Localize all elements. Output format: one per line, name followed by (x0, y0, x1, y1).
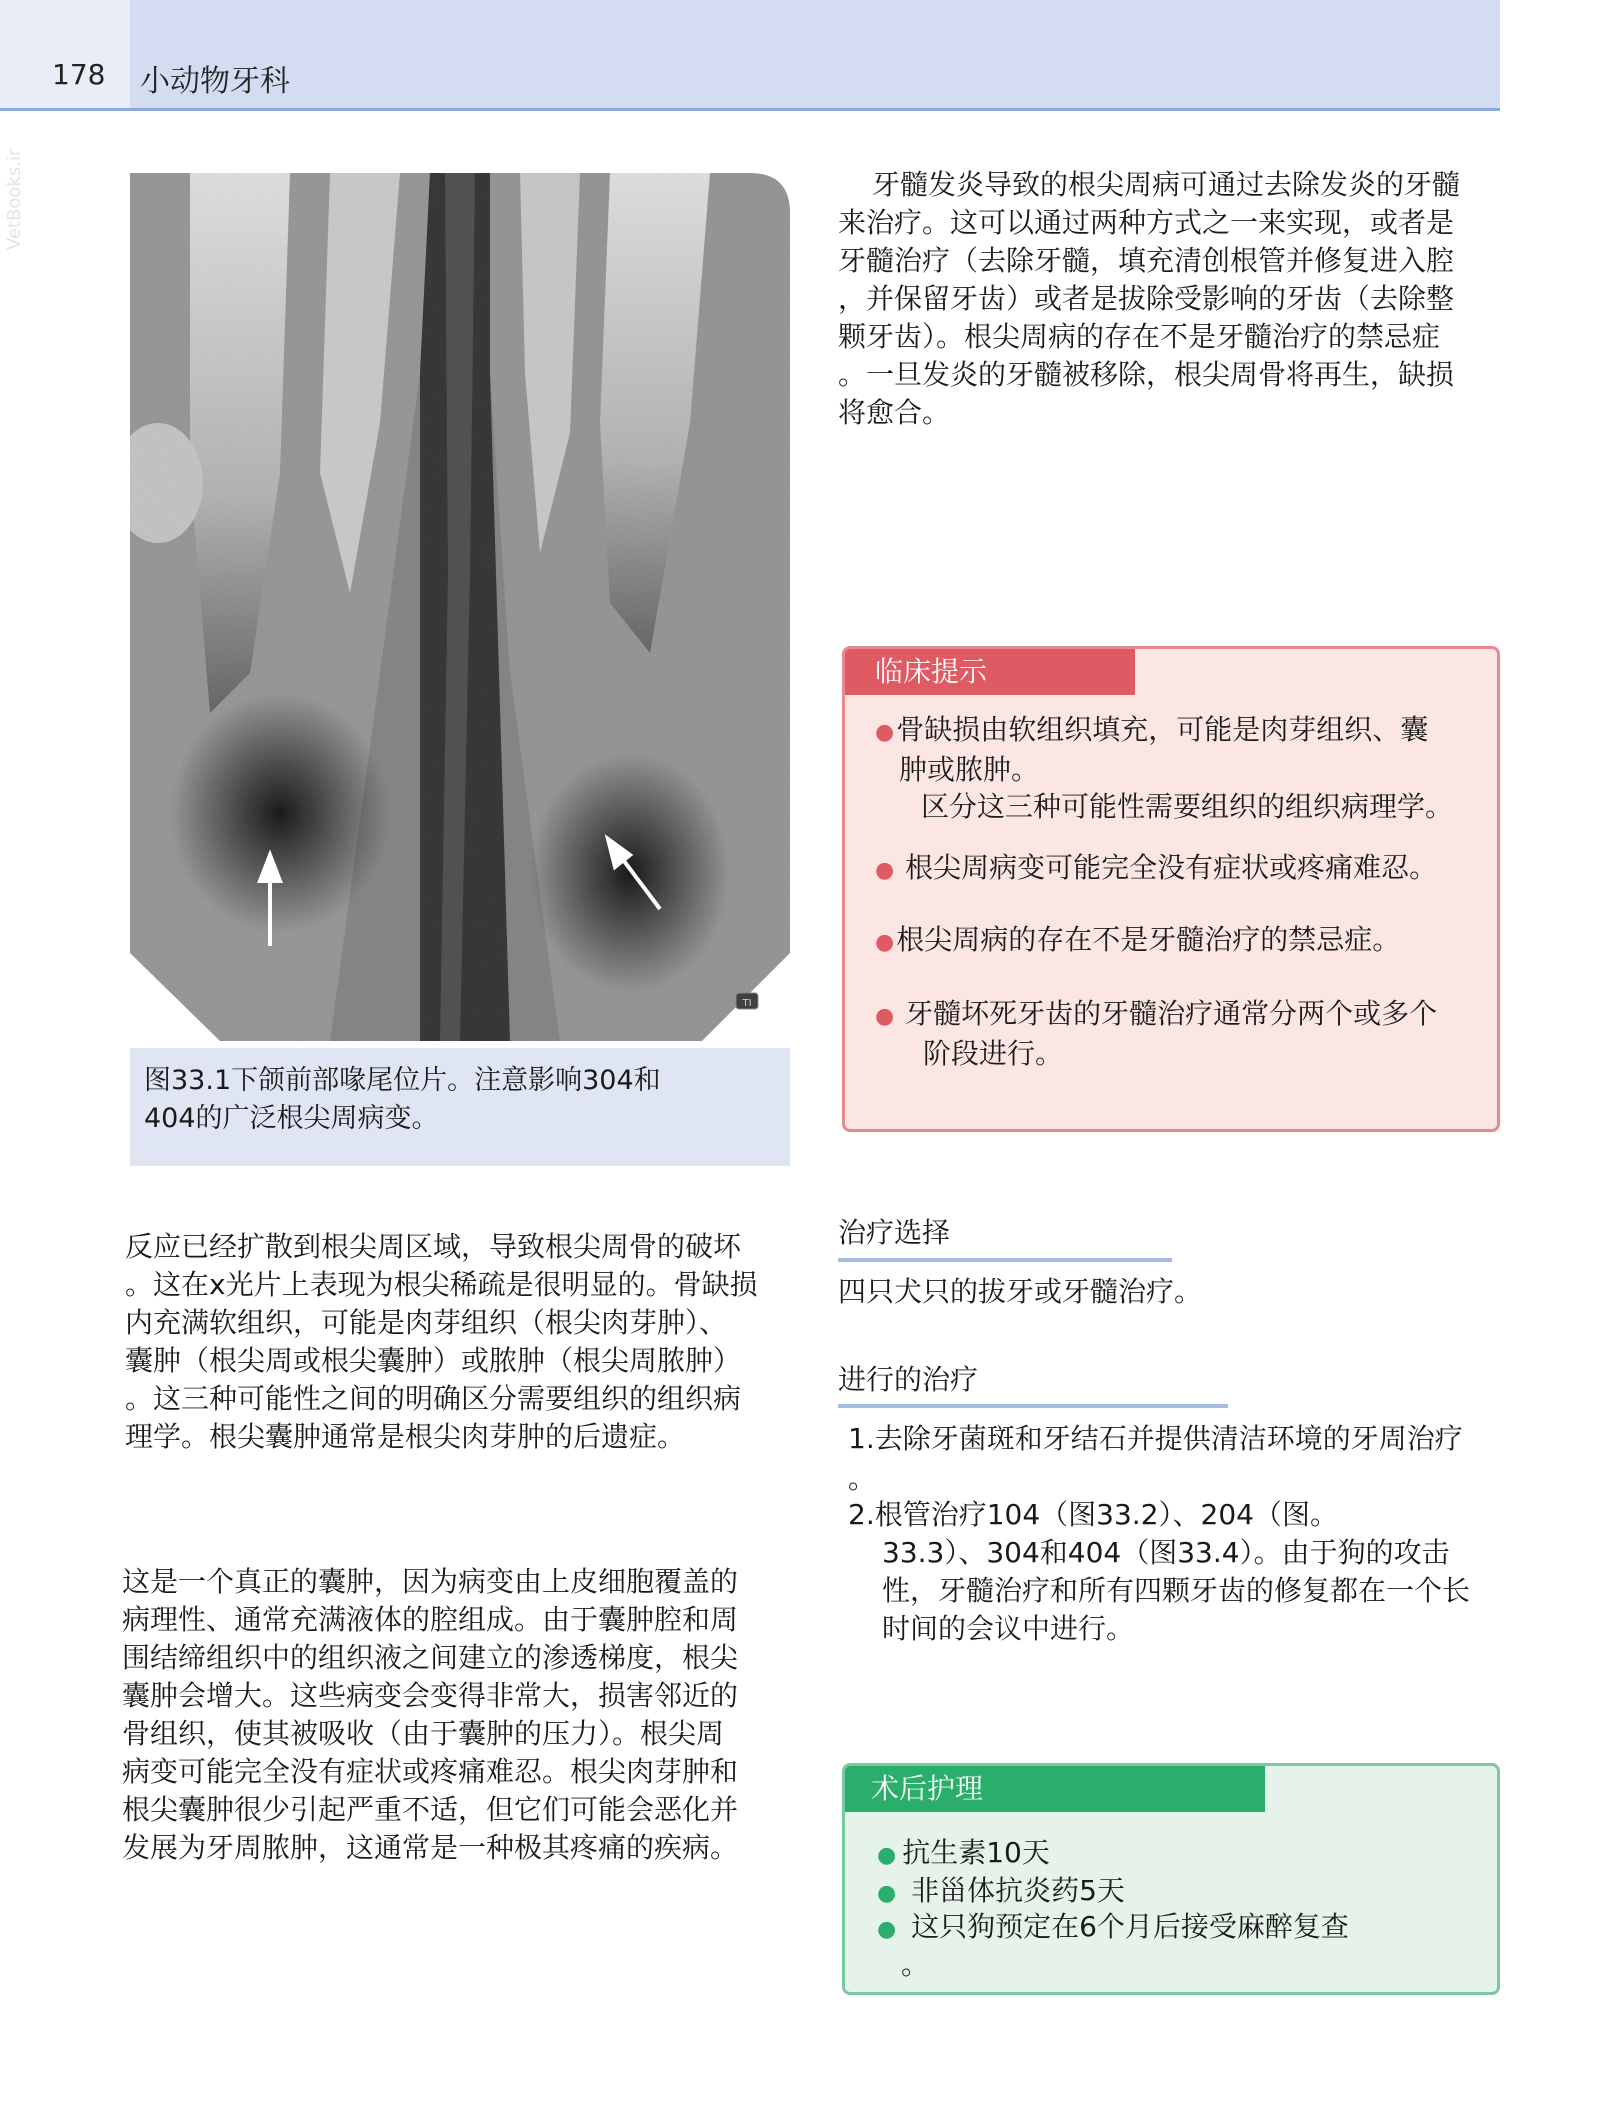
tip-item: ●根尖周病的存在不是牙髓治疗的禁忌症。 (875, 923, 1401, 956)
radiograph-corner-mark: TI (742, 998, 752, 1009)
treatment-item-2-cont: 性，牙髓治疗和所有四颗牙齿的修复都在一个长 (882, 1574, 1471, 1607)
text-line: 发展为牙周脓肿，这通常是一种极其疼痛的疾病。 (122, 1831, 739, 1864)
text-line: 来治疗。这可以通过两种方式之一来实现，或者是 (838, 206, 1455, 239)
caption-line: 404的广泛根尖周病变。 (144, 1103, 439, 1134)
text-line: 囊肿（根尖周或根尖囊肿）或脓肿（根尖周脓肿） (125, 1344, 742, 1377)
bullet-icon: ● (877, 1843, 897, 1868)
tip-item: ● 根尖周病变可能完全没有症状或疼痛难忍。 (875, 851, 1438, 884)
page-number-tab (0, 0, 130, 108)
treatment-options-text: 四只犬只的拔牙或牙髓治疗。 (838, 1275, 1203, 1308)
text-line: 骨组织，使其被吸收（由于囊肿的压力）。根尖周 (122, 1717, 725, 1750)
text-line: 将愈合。 (838, 396, 951, 429)
clinical-tips-box (842, 646, 1500, 1132)
watermark: VetBooks.ir (4, 148, 25, 250)
text-line: 反应已经扩散到根尖周区域，导致根尖周骨的破坏 (125, 1230, 742, 1263)
aftercare-item: ● 抗生素10天 (877, 1836, 1050, 1869)
text-line: 。一旦发炎的牙髓被移除，根尖周骨将再生，缺损 (838, 358, 1455, 391)
treatment-item-1: 1.去除牙菌斑和牙结石并提供清洁环境的牙周治疗 (848, 1422, 1463, 1455)
book-title: 小动物牙科 (140, 64, 290, 99)
bullet-icon: ● (877, 1881, 897, 1906)
bullet-icon: ● (875, 858, 895, 883)
text-line: 牙髓治疗（去除牙髓，填充清创根管并修复进入腔 (838, 244, 1455, 277)
tip-item: ● 牙髓坏死牙齿的牙髓治疗通常分两个或多个 阶段进行。 (875, 997, 1438, 1070)
text-line: 病变可能完全没有症状或疼痛难忍。根尖肉芽肿和 (122, 1755, 739, 1788)
text-line: 颗牙齿）。根尖周病的存在不是牙髓治疗的禁忌症 (838, 320, 1441, 353)
text-line: 。这三种可能性之间的明确区分需要组织的组织病 (125, 1382, 742, 1415)
treatment-options-heading: 治疗选择 (838, 1216, 951, 1249)
clinical-tips-title: 临床提示 (845, 649, 1135, 695)
text-line: 病理性、通常充满液体的腔组成。由于囊肿腔和周 (122, 1603, 739, 1636)
page-header (0, 0, 1500, 111)
aftercare-title: 术后护理 (845, 1766, 1265, 1812)
bullet-icon: ● (875, 930, 895, 955)
text-line: 根尖囊肿很少引起严重不适，但它们可能会恶化并 (122, 1793, 739, 1826)
page-number: 178 (52, 58, 106, 91)
heading-rule (838, 1258, 1172, 1262)
aftercare-item-cont: 。 (901, 1948, 930, 1981)
aftercare-box (842, 1763, 1500, 1995)
treatment-done-heading: 进行的治疗 (838, 1363, 979, 1396)
text-line: 囊肿会增大。这些病变会变得非常大，损害邻近的 (122, 1679, 739, 1712)
treatment-item-2-cont: 33.3）、304和404（图33.4）。由于狗的攻击 (882, 1536, 1450, 1569)
aftercare-item: ● 非甾体抗炎药5天 (877, 1874, 1125, 1907)
intro-paragraph (838, 166, 1498, 432)
figure-caption (130, 1048, 790, 1166)
cyst-paragraph (122, 1563, 794, 1867)
bullet-icon: ● (875, 1004, 895, 1029)
radiograph-image (130, 173, 790, 1041)
heading-rule (838, 1404, 1228, 1408)
text-line: 内充满软组织，可能是肉芽组织（根尖肉芽肿）、 (125, 1306, 728, 1339)
text-line: 理学。根尖囊肿通常是根尖肉芽肿的后遗症。 (125, 1420, 686, 1453)
text-line: 。这在x光片上表现为根尖稀疏是很明显的。骨缺损 (125, 1268, 758, 1301)
treatment-item-1-cont: 。 (848, 1462, 877, 1495)
bullet-icon: ● (875, 720, 895, 745)
caption-line: 图33.1下颌前部喙尾位片。注意影响304和 (144, 1065, 661, 1096)
text-line: 这是一个真正的囊肿，因为病变由上皮细胞覆盖的 (122, 1565, 739, 1598)
bullet-icon: ● (877, 1917, 897, 1942)
treatment-item-2-cont: 时间的会议中进行。 (882, 1612, 1135, 1645)
tip-item: ●骨缺损由软组织填充，可能是肉芽组织、囊 肿或脓肿。 区分这三种可能性需要组织的组织病理学。 (875, 713, 1454, 823)
text-line: ，并保留牙齿）或者是拔除受影响的牙齿（去除整 (838, 282, 1455, 315)
text-line: 牙髓发炎导致的根尖周病可通过去除发炎的牙髓 (872, 168, 1461, 201)
treatment-item-2: 2.根管治疗104（图33.2）、204（图。 (848, 1498, 1338, 1531)
lesion-paragraph (125, 1228, 797, 1456)
aftercare-item: ● 这只狗预定在6个月后接受麻醉复查 (877, 1910, 1349, 1943)
text-line: 围结缔组织中的组织液之间建立的渗透梯度，根尖 (122, 1641, 739, 1674)
radiograph-figure (130, 173, 790, 1041)
